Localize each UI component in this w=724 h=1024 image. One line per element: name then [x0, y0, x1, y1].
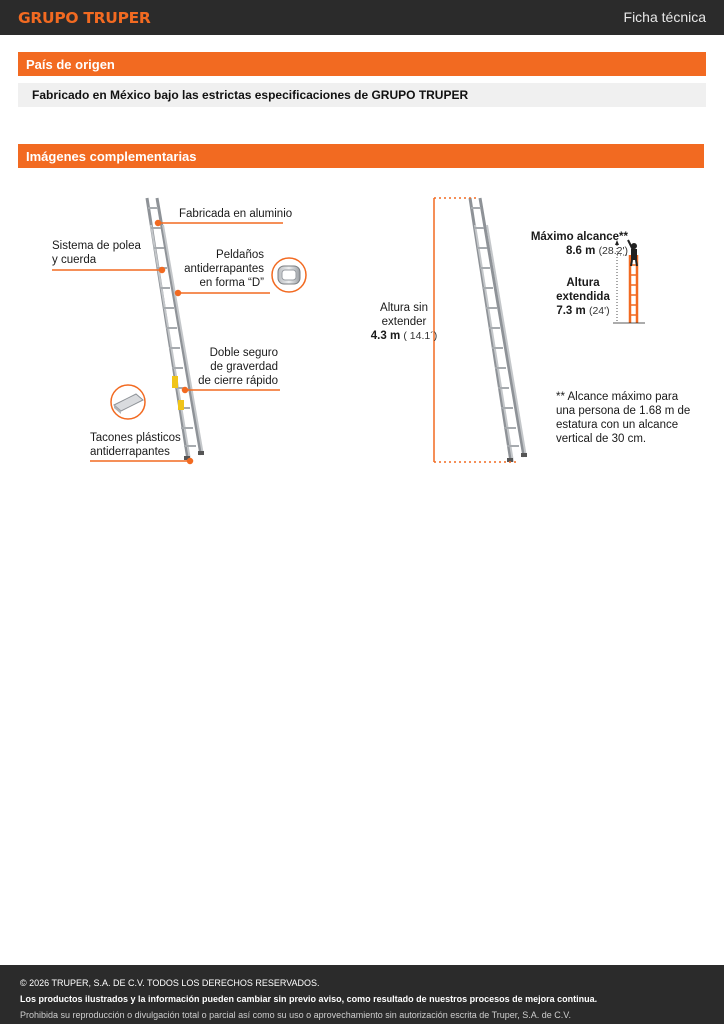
brand-logo: GRUPO TRUPER — [18, 9, 151, 27]
label-altura-sin-extender: Altura sin extender 4.3 m ( 14.1´) — [370, 302, 438, 342]
ladder-right — [470, 198, 527, 462]
label-polea: Sistema de polea y cuerda — [52, 240, 141, 266]
label-tacones: Tacones plásticos antiderrapantes — [90, 432, 181, 458]
section-origin-title: País de origen — [18, 52, 706, 76]
note-alcance: ** Alcance máximo para una persona de 1.68 m de estatura con un alcance vertical de 30 cm. — [556, 391, 691, 445]
label-maximo-alcance: Máximo alcance** 8.6 m (28.2') — [530, 231, 628, 257]
section-images-title: Imágenes complementarias — [18, 144, 704, 168]
ladder-left — [147, 198, 204, 460]
doc-type-title: Ficha técnica — [623, 9, 706, 25]
label-altura-extendida: Altura extendida 7.3 m (24') — [556, 277, 610, 317]
footer-copyright: © 2026 TRUPER, S.A. DE C.V. TODOS LOS DERECHOS RESERVADOS. — [20, 978, 320, 988]
footer-prohibition: Prohibida su reproducción o divulgación total o parcial así como su uso o aprovechamiento sin autorización escrita de Truper, S.A. de C.V. — [20, 1010, 571, 1020]
label-seguro: Doble seguro de graverdad de cierre rápido — [198, 347, 278, 387]
plastic-feet-detail-icon — [111, 385, 145, 419]
label-peldanos: Peldaños antiderrapantes en forma “D” — [184, 249, 264, 289]
complementary-figure — [0, 180, 724, 480]
label-aluminio: Fabricada en aluminio — [179, 208, 293, 220]
footer-notice: Los productos ilustrados y la información pueden cambiar sin previo aviso, como resultado de nuestros procesos de mejora continua. — [20, 994, 598, 1004]
origin-text: Fabricado en México bajo las estrictas especificaciones de GRUPO TRUPER — [18, 83, 706, 107]
footer-bar — [0, 965, 724, 1024]
rung-d-detail-icon — [272, 258, 306, 292]
header-bar — [0, 0, 724, 35]
